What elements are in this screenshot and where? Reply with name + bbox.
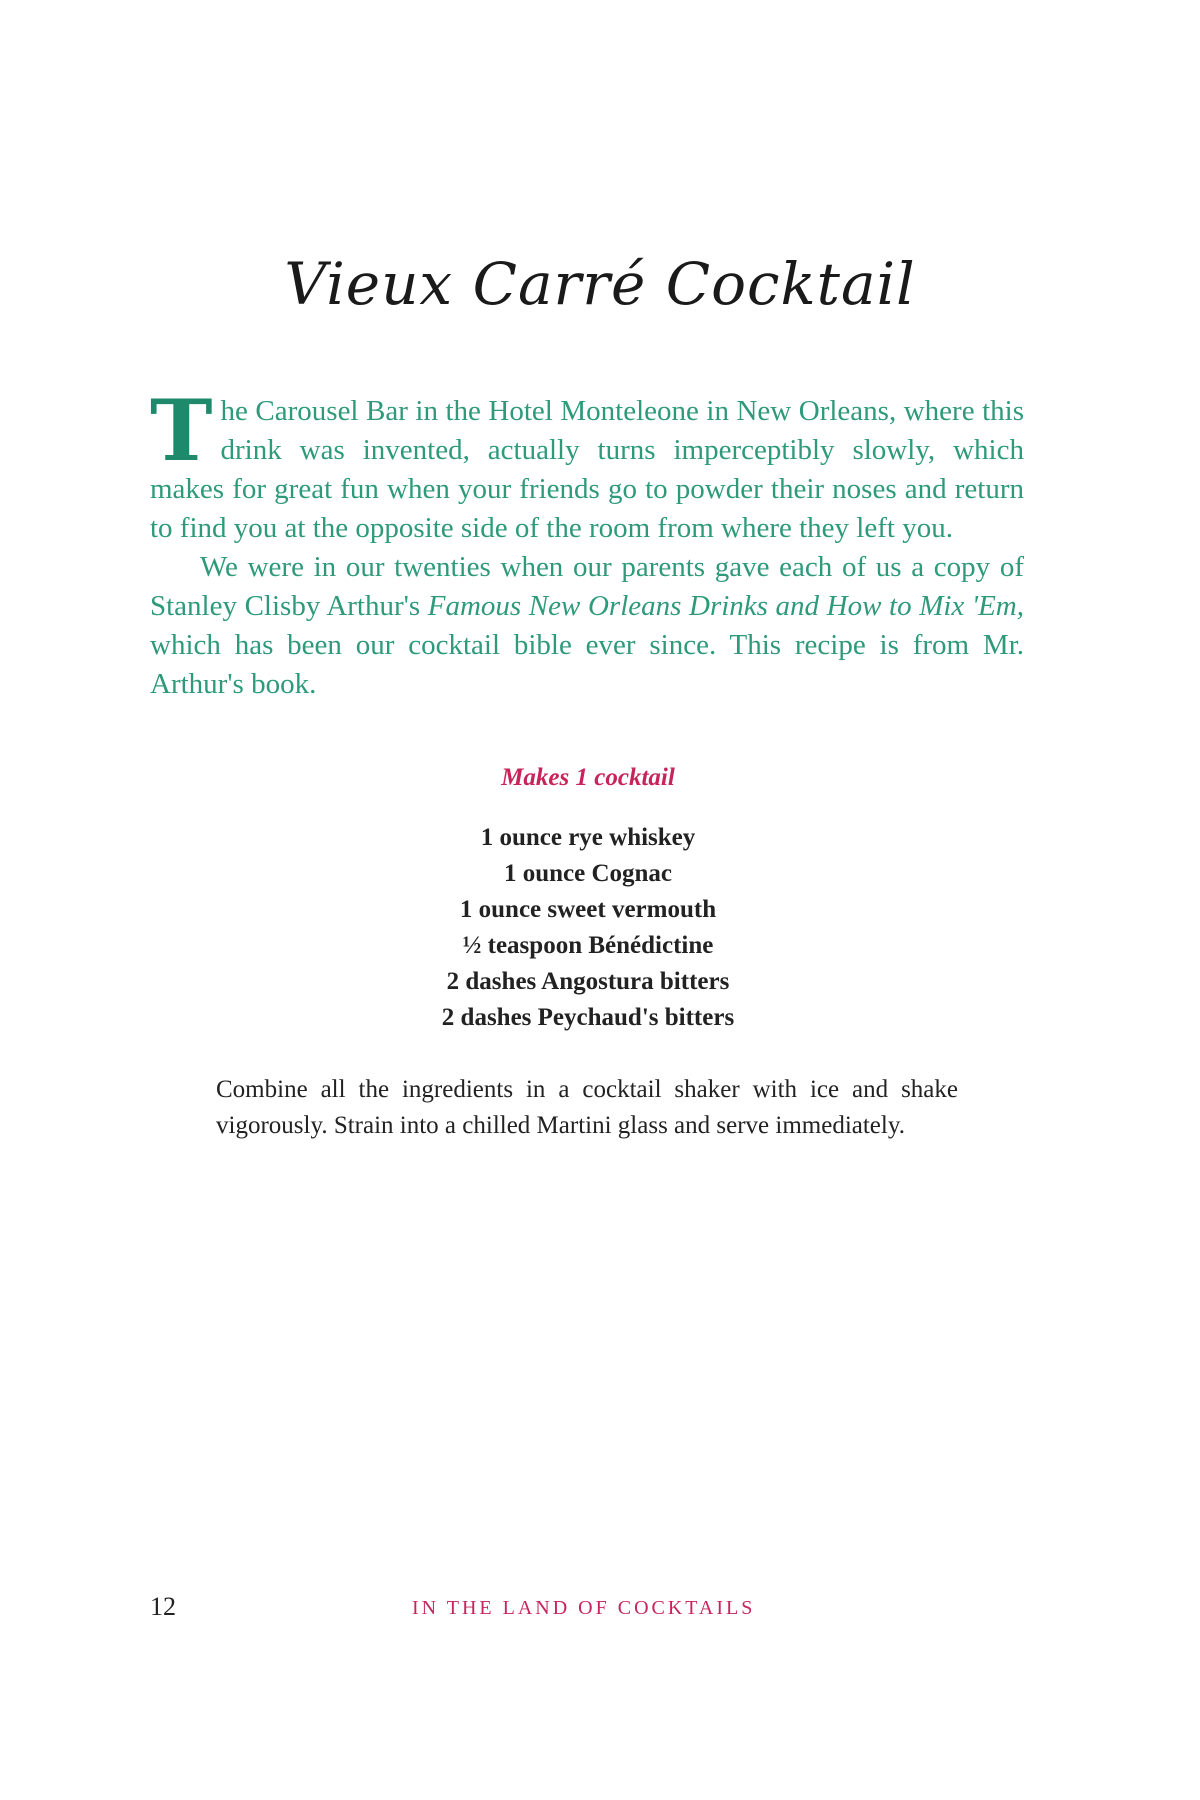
book-title: Famous New Orleans Drinks and How to Mix 'Em,: [427, 590, 1024, 622]
recipe-directions: Combine all the ingredients in a cocktail shaker with ice and shake vigorously. Strain into a chilled Martini glass and serve immediately.: [216, 1076, 958, 1139]
intro-paragraph-2: [150, 548, 1024, 704]
recipe-title: Vieux Carré Cocktail: [284, 250, 916, 318]
intro-paragraph-2-start: We were in our twenties when our parents gave each of us a copy of Stanley Clisby Arthur's: [150, 551, 1024, 622]
ingredient-item: 1 ounce rye whiskey: [480, 824, 696, 851]
intro-paragraph-1: [150, 381, 1024, 548]
ingredient-item: 2 dashes Peychaud's bitters: [441, 1004, 735, 1031]
intro-paragraph-2-end: which has been our cocktail bible ever since. This recipe is from Mr. Arthur's book.: [150, 629, 1024, 700]
recipe-yield: Makes 1 cocktail: [501, 764, 675, 791]
intro-text: [150, 381, 1024, 704]
running-head: IN THE LAND OF COCKTAILS: [412, 1597, 756, 1619]
ingredient-item: 1 ounce sweet vermouth: [459, 896, 717, 923]
ingredient-item: 1 ounce Cognac: [503, 860, 673, 887]
ingredient-item: ½ teaspoon Bénédictine: [462, 932, 714, 959]
drop-cap: T: [150, 381, 213, 480]
ingredient-item: 2 dashes Angostura bitters: [446, 968, 730, 995]
page-number: 12: [150, 1592, 176, 1621]
ingredient-list: [0, 820, 1176, 1036]
intro-paragraph-1-text: he Carousel Bar in the Hotel Monteleone in New Orleans, where this drink was invented, actually turns imperceptibly slowly, which makes for great fun when your friends go to powder their noses and return to find you at the opposite side of the room from where they left you.: [150, 395, 1024, 544]
